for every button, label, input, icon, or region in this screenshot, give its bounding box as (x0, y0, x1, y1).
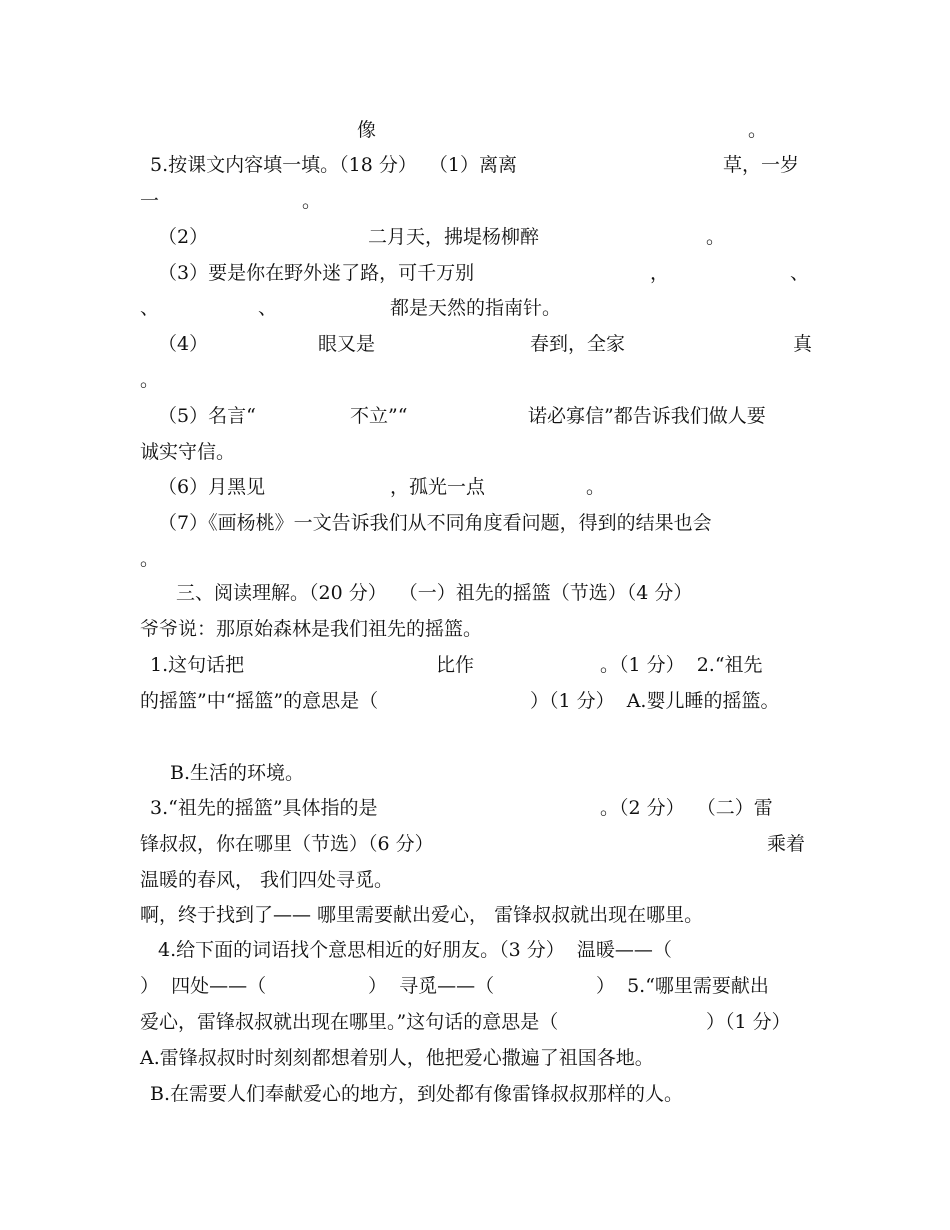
text-line: 4.给下面的词语找个意思相近的好朋友。（3 分） 温暖——（ (158, 939, 672, 961)
text-line: 。（2 分） （二）雷 (600, 797, 773, 819)
text-line: （3）要是你在野外迷了路，可千万别 (158, 262, 475, 284)
text-line: 1.这句话把 (150, 654, 245, 676)
section-3-heading: 三、阅读理解。（20 分） （一）祖先的摇篮（节选）（4 分） (176, 582, 693, 604)
option-a: A.雷锋叔叔时时刻刻都想着别人，他把爱心撒遍了祖国各地。 (140, 1047, 654, 1069)
text-line: （2） (158, 226, 209, 248)
text-line: 锋叔叔，你在哪里（节选）（6 分） (140, 833, 434, 855)
text-line: 爷爷说：那原始森林是我们祖先的摇篮。 (140, 618, 483, 640)
text-line: （6）月黑见 (158, 476, 266, 498)
text-line: 。（1 分） 2.“祖先 (600, 654, 763, 676)
text-line: ） 5.“哪里需要献出 (596, 975, 769, 997)
text-line: 、 (258, 297, 278, 319)
text-line: 春到，全家 (530, 333, 626, 355)
text-line: ）（1 分） (706, 1011, 791, 1033)
text-line: ， (650, 262, 670, 284)
text-line: 眼又是 (318, 333, 376, 355)
text-line: （4） (158, 333, 209, 355)
text-line: 。 (140, 548, 160, 570)
text-line: ，孤光一点 (390, 476, 486, 498)
text-line: 。 (586, 476, 606, 498)
text-line: ） 寻觅——（ (368, 975, 495, 997)
question-5-heading: 5.按课文内容填一填。（18 分） （1）离离 (150, 154, 518, 176)
text-line: ） 四处——（ (140, 975, 267, 997)
text-line: 。 (748, 119, 768, 141)
text-line: 比作 (436, 654, 475, 676)
text-line: （7）《画杨桃》一文告诉我们从不同角度看问题，得到的结果也会 (158, 512, 712, 534)
text-line: ）（1 分） A.婴儿睡的摇篮。 (530, 690, 780, 712)
text-line: 爱心，雷锋叔叔就出现在哪里。”这句话的意思是（ (140, 1011, 559, 1033)
text-line: 真 (793, 333, 813, 355)
text-line: 。 (302, 190, 322, 212)
text-line: B.生活的环境。 (170, 762, 305, 784)
text-line: 。 (706, 226, 726, 248)
option-b: B.在需要人们奉献爱心的地方，到处都有像雷锋叔叔那样的人。 (150, 1083, 684, 1105)
text-line: 的摇篮”中“摇篮”的意思是（ (140, 690, 379, 712)
text-line: 诺必寡信”都告诉我们做人要 (528, 405, 766, 427)
text-line: 、 (140, 297, 160, 319)
text-line: 草，一岁 (723, 154, 800, 176)
text-line: 、 (790, 262, 810, 284)
text-line: 啊，终于找到了—— 哪里需要献出爱心， 雷锋叔叔就出现在哪里。 (140, 904, 704, 926)
text-line: 3.“祖先的摇篮”具体指的是 (150, 797, 378, 819)
text-line: 诚实守信。 (140, 441, 236, 463)
text-line: 二月天，拂堤杨柳醉 (368, 226, 540, 248)
text-line: 温暖的春风， 我们四处寻觅。 (140, 869, 394, 891)
text-line: （5）名言“ (158, 405, 256, 427)
text-line: 乘着 (767, 833, 806, 855)
text-line: 。 (140, 369, 160, 391)
text-line: 都是天然的指南针。 (390, 297, 562, 319)
text-line: 像 (357, 119, 377, 141)
text-line: 一 (140, 190, 160, 212)
text-line: 不立”“ (350, 405, 408, 427)
